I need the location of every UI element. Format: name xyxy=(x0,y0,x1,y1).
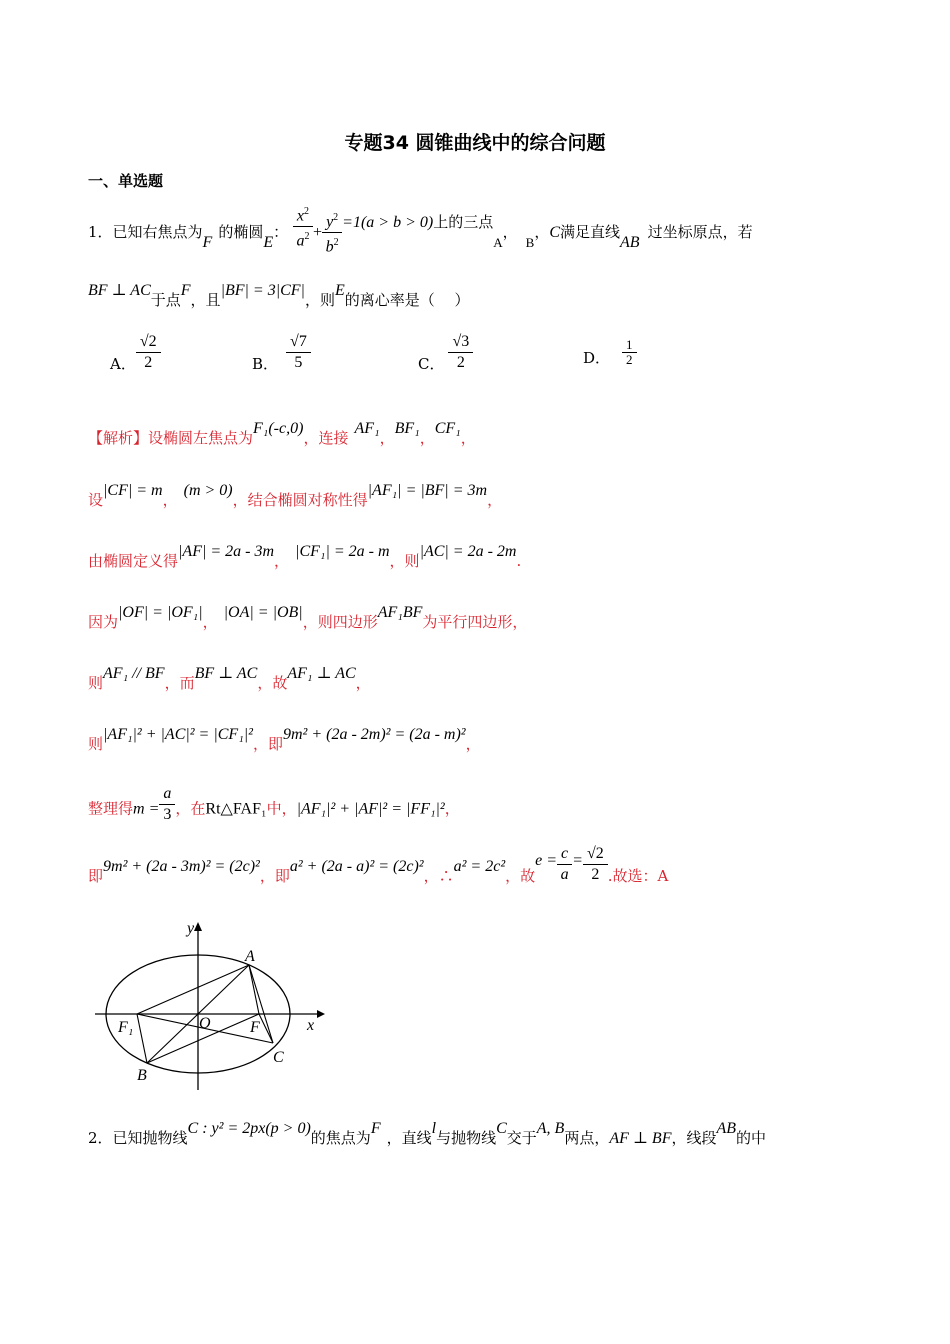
solution-math: 9m² + (2a - 3m)² = (2c)² xyxy=(103,858,260,875)
solution-text: ，则 xyxy=(389,552,420,570)
solution-text: ， xyxy=(444,799,460,818)
solution-text: ， xyxy=(465,735,481,753)
solution-text: ，即 xyxy=(259,867,290,885)
solution-text: ，故 xyxy=(505,867,536,885)
solution-text: 因为 xyxy=(88,613,119,631)
q1-math-F: F xyxy=(180,282,191,299)
solution-text: ，在 xyxy=(175,799,206,818)
q1-math-C: C xyxy=(549,223,560,241)
y-axis-arrow xyxy=(194,922,202,931)
q1-text: 过坐标原点，若 xyxy=(647,222,753,241)
q1-plus: + xyxy=(313,223,323,241)
q1-math-bf-eq: |BF| = 3|CF| xyxy=(220,282,305,299)
solution-text: ，而 xyxy=(164,674,195,692)
ellipse-figure xyxy=(85,915,335,1090)
solution-math: BF₁ xyxy=(394,420,420,437)
option-label: B． xyxy=(252,354,279,373)
label-O: O xyxy=(199,1015,211,1032)
option-fraction: $\frac{√7}{5}$ xyxy=(286,332,311,373)
solution-text: ，连接 xyxy=(303,429,349,447)
label-x: x xyxy=(307,1017,315,1034)
solution-line-3 xyxy=(88,543,522,572)
solution-text: ， xyxy=(274,552,290,570)
option-d[interactable] xyxy=(583,338,637,367)
solution-text: ，结合椭圆对称性得 xyxy=(232,491,368,509)
solution-text: ， xyxy=(202,613,218,631)
solution-math: |OA| = |OB| xyxy=(223,604,303,621)
option-label: C． xyxy=(418,354,445,373)
solution-text: ， xyxy=(355,674,371,692)
q2-text: 两点， xyxy=(564,1129,610,1147)
question-1-line-2 xyxy=(88,280,470,309)
q1-text: 1．已知右焦点为 xyxy=(88,222,203,241)
solution-text: ， xyxy=(487,491,503,509)
label-y: y xyxy=(187,920,195,937)
label-F1: F₁ xyxy=(118,1019,134,1036)
question-2-line-1 xyxy=(88,1120,767,1149)
q1-math-bf-perp: BF ⊥ AC xyxy=(88,282,151,299)
solution-line-4 xyxy=(88,604,528,633)
option-fraction: $\frac{√2}{2}$ xyxy=(136,332,161,373)
solution-math: |CF| = m xyxy=(103,482,163,499)
solution-line-7 xyxy=(88,785,460,825)
q1-frac-x: $\frac{x^2}{a^2}$ xyxy=(293,202,313,252)
solution-math: m = xyxy=(133,800,160,818)
solution-math: BF ⊥ AC xyxy=(194,665,258,682)
q1-text: ， xyxy=(534,222,550,241)
label-B: B xyxy=(137,1067,147,1084)
q1-text: 上的三点 xyxy=(433,212,494,231)
solution-text: 则 xyxy=(88,735,104,753)
solution-line-8 xyxy=(88,844,669,887)
solution-math: AF₁ // BF xyxy=(103,665,165,682)
solution-text: 【解析】设椭圆左焦点为 xyxy=(88,429,254,447)
q1-text: ，且 xyxy=(190,291,221,309)
q2-math: C : y² = 2px(p > 0) xyxy=(187,1120,311,1137)
q1-text: 的椭圆 xyxy=(218,222,264,241)
option-label: D． xyxy=(583,348,611,367)
solution-text: 整理得 xyxy=(88,799,134,818)
solution-line-1 xyxy=(88,420,476,449)
x-axis-arrow xyxy=(317,1010,325,1018)
q2-math: AB xyxy=(716,1120,737,1137)
q2-text: ，直线 xyxy=(386,1129,432,1147)
solution-line-5 xyxy=(88,665,371,694)
solution-math: AF₁ xyxy=(354,420,380,437)
solution-math: a² = 2c² xyxy=(453,858,506,875)
q1-text: 满足直线 xyxy=(560,222,621,241)
solution-fraction: $\frac{√2}{2}$ xyxy=(583,844,608,885)
solution-fraction: $\frac{c}{a}$ xyxy=(557,844,572,885)
q1-math-E: E xyxy=(334,282,345,299)
solution-text: 即 xyxy=(88,867,104,885)
solution-math: AF₁BF xyxy=(377,604,423,621)
solution-text: ， xyxy=(379,429,395,447)
solution-math: 9m² + (2a - 2m)² = (2a - m)² xyxy=(282,726,466,743)
q2-math: F xyxy=(370,1120,381,1137)
option-fraction: $\frac{1}{2}$ xyxy=(622,338,637,367)
q1-text: ， xyxy=(502,222,518,241)
solution-line-6 xyxy=(88,726,481,755)
q1-text: 于点 xyxy=(150,291,181,309)
q2-text: 交于 xyxy=(506,1129,537,1147)
solution-text: ， xyxy=(419,429,435,447)
solution-math: F₁(-c,0) xyxy=(253,420,304,437)
q2-text: ，线段 xyxy=(671,1129,717,1147)
section-heading: 一、单选题 xyxy=(88,172,164,190)
solution-math: |AF| = 2a - 3m xyxy=(178,543,275,560)
q1-text: ，则 xyxy=(304,291,335,309)
q1-frac-y: $\frac{y^2}{b^2}$ xyxy=(322,208,342,258)
question-1-line-1 xyxy=(88,208,753,258)
option-fraction: $\frac{√3}{2}$ xyxy=(448,332,473,373)
solution-math: (m > 0) xyxy=(183,482,233,499)
label-C: C xyxy=(273,1049,284,1066)
solution-text: 中， xyxy=(266,799,297,818)
solution-text: ，即 xyxy=(252,735,283,753)
solution-math: AF₁ ⊥ AC xyxy=(287,665,356,682)
solution-text: 为平行四边形， xyxy=(422,613,528,631)
solution-math: e = xyxy=(535,852,558,869)
solution-math: |OF| = |OF₁| xyxy=(118,604,203,621)
q1-text: ： xyxy=(273,222,289,241)
q2-math: C xyxy=(496,1120,507,1137)
solution-text: ，则四边形 xyxy=(302,613,378,631)
q2-text: 的中 xyxy=(736,1129,767,1147)
q2-math: A, B xyxy=(536,1120,565,1137)
solution-math: a² + (2a - a)² = (2c)² xyxy=(289,858,424,875)
q2-math: AF ⊥ BF xyxy=(609,1130,672,1147)
solution-text: ，∴ xyxy=(423,867,454,885)
solution-math: Rt△FAF₁ xyxy=(205,800,267,818)
option-c[interactable] xyxy=(418,332,473,373)
solution-line-2 xyxy=(88,482,503,511)
solution-text: 由椭圆定义得 xyxy=(88,552,179,570)
solution-math: |AF₁| = |BF| = 3m xyxy=(367,482,488,499)
solution-text: . xyxy=(516,552,522,570)
q2-text: 2．已知抛物线 xyxy=(88,1129,188,1147)
solution-text: ， xyxy=(162,491,178,509)
q1-math-A: A xyxy=(493,234,503,250)
q1-math-E: E xyxy=(263,233,274,251)
q2-text: 与抛物线 xyxy=(436,1129,497,1147)
solution-math: |AF₁|² + |AC|² = |CF₁|² xyxy=(103,726,253,743)
option-b[interactable] xyxy=(252,332,311,373)
solution-text: 则 xyxy=(88,674,104,692)
q1-math-F: F xyxy=(202,233,213,251)
solution-fraction: $\frac{a}{3}$ xyxy=(159,784,175,825)
solution-math: |AF₁|² + |AF|² = |FF₁|² xyxy=(296,800,445,818)
solution-math: = xyxy=(572,852,583,869)
label-A: A xyxy=(245,948,255,965)
solution-math: |CF₁| = 2a - m xyxy=(295,543,390,560)
q2-math: l xyxy=(431,1120,437,1137)
q1-text: 的离心率是（ ） xyxy=(344,291,470,309)
solution-text: 设 xyxy=(88,491,104,509)
solution-text: ， xyxy=(460,429,476,447)
option-a[interactable] xyxy=(110,332,161,373)
solution-text: ，故 xyxy=(257,674,288,692)
solution-text: .故选：A xyxy=(607,867,669,885)
solution-math: |AC| = 2a - 2m xyxy=(419,543,517,560)
q1-math-AB: AB xyxy=(620,233,640,251)
solution-math: CF₁ xyxy=(434,420,461,437)
q1-math-B: B xyxy=(525,234,535,250)
label-F: F xyxy=(250,1019,260,1036)
q2-text: 的焦点为 xyxy=(310,1129,371,1147)
q1-eq-rhs: =1(a > b > 0) xyxy=(342,213,434,231)
option-label: A． xyxy=(110,354,136,373)
page-title: 专题34 圆锥曲线中的综合问题 xyxy=(344,132,606,154)
